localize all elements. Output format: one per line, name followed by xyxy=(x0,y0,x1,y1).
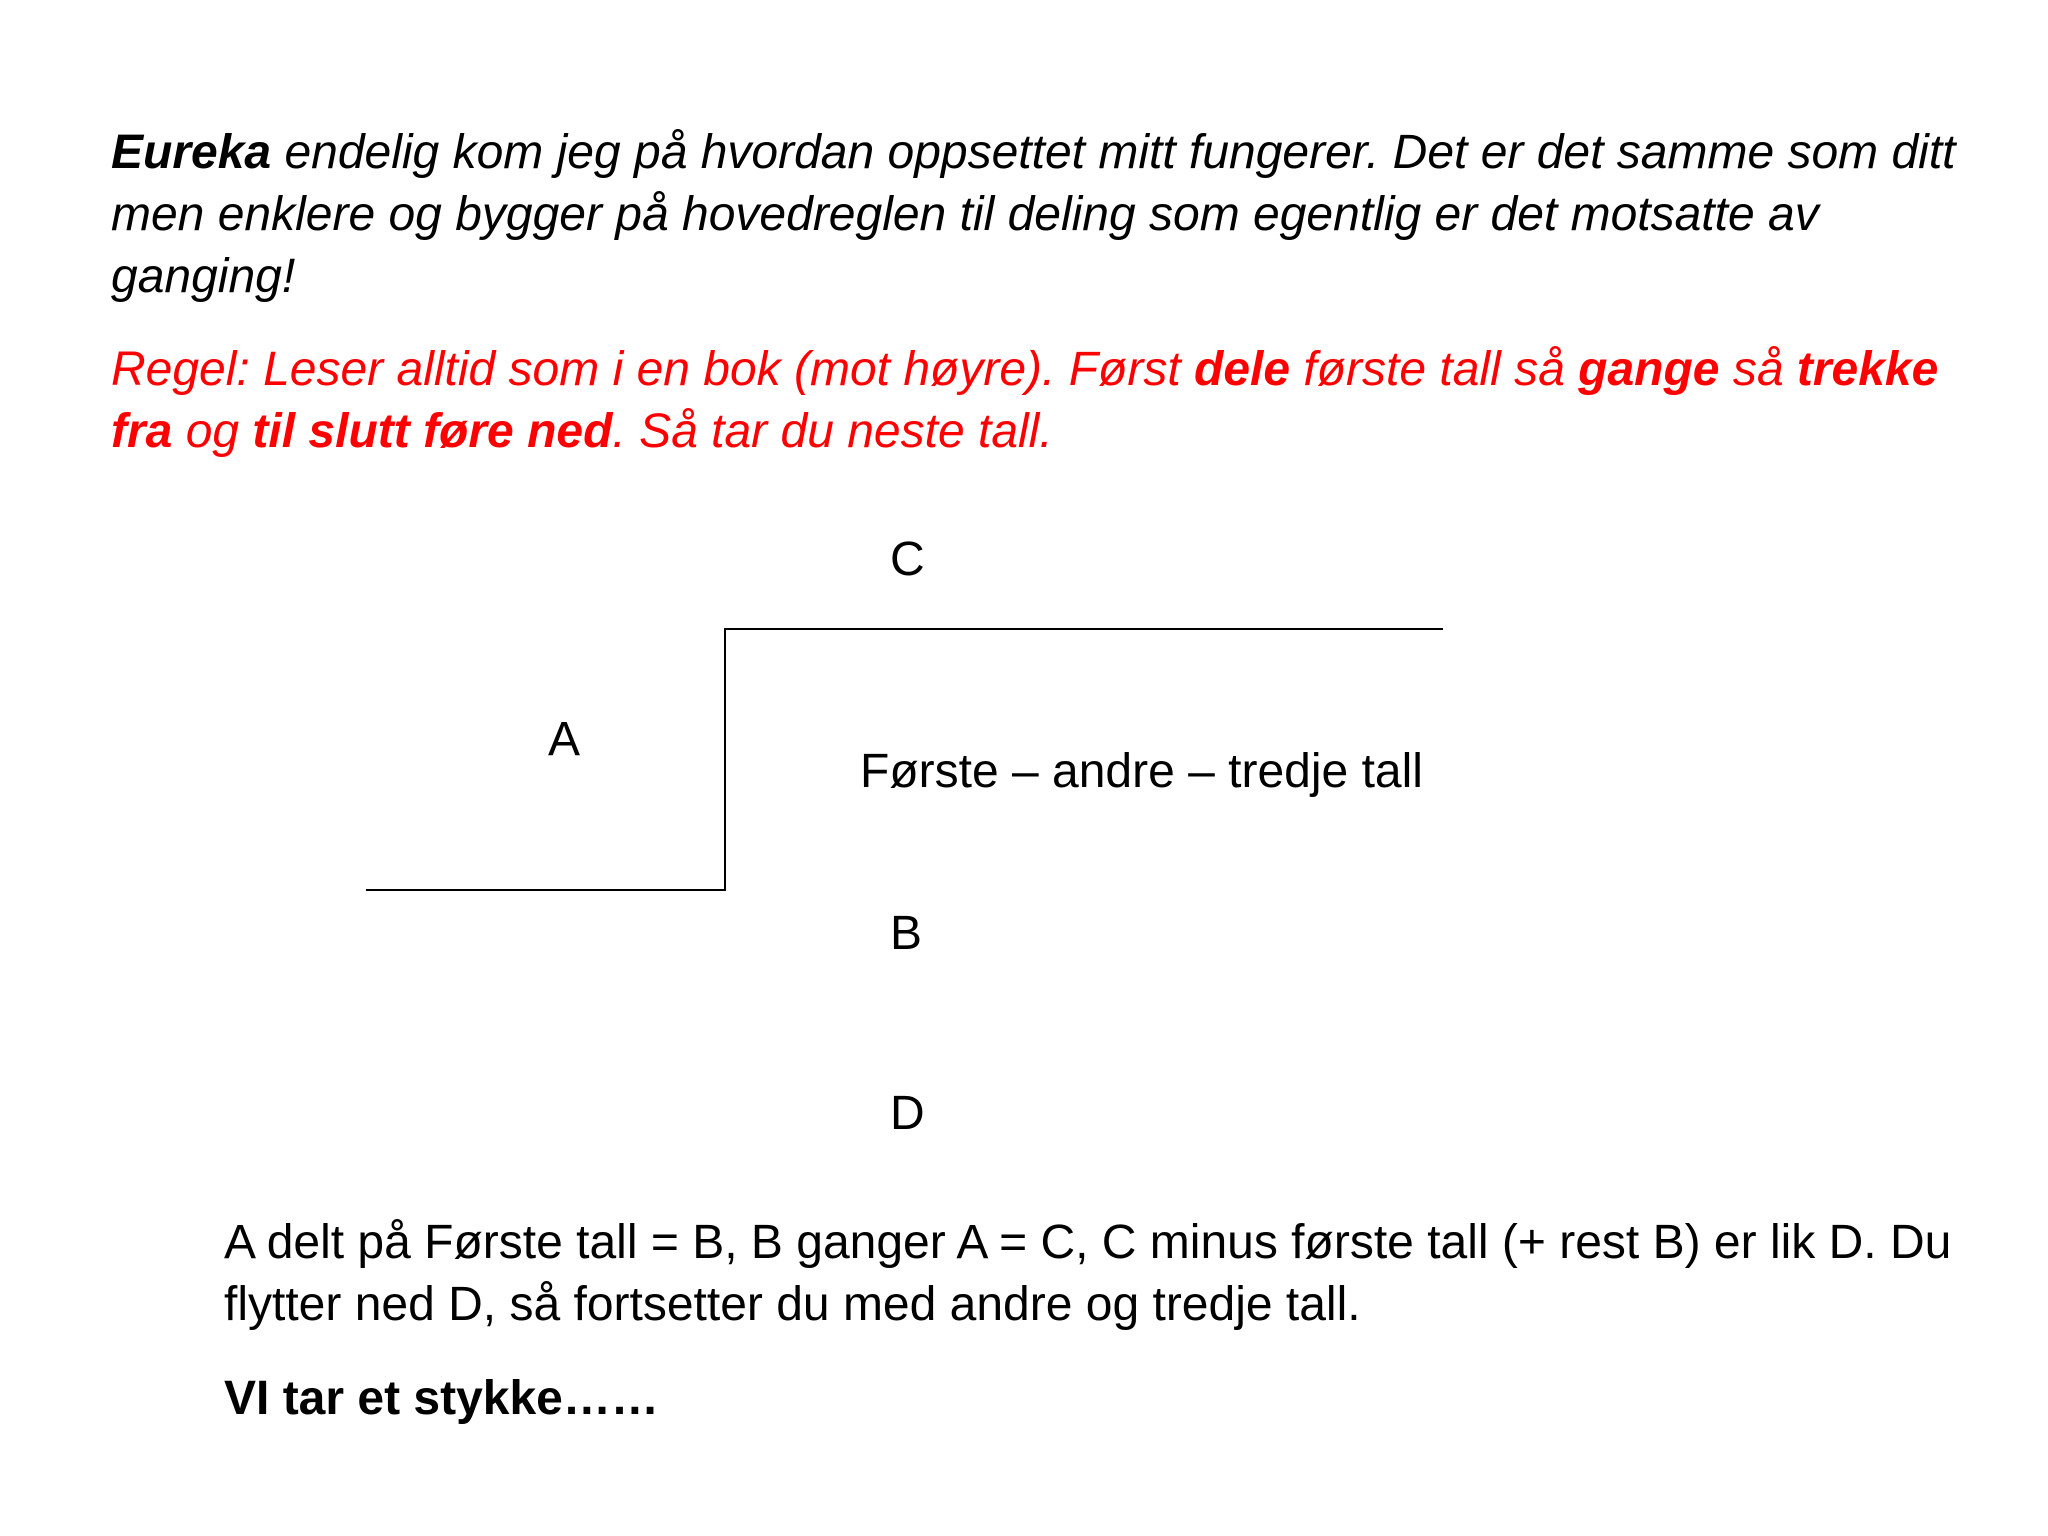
diagram-numbers-label: Første – andre – tredje tall xyxy=(860,745,1423,798)
rule-text-3: så xyxy=(1719,343,1797,396)
closing-line: VI tar et stykke…… xyxy=(224,1372,659,1425)
intro-bold-word: Eureka xyxy=(111,126,272,179)
rule-bold-dele: dele xyxy=(1194,343,1291,396)
rule-bold-trekke-fra: trekke fra xyxy=(111,343,1939,458)
intro-text: endelig kom jeg på hvordan oppsettet mitt fungerer. Det er det samme som ditt men enklere og bygger på hovedreglen til deling som egentlig er det motsatte av ganging! xyxy=(111,126,1956,303)
rule-paragraph xyxy=(111,339,1971,463)
rule-text-2: første tall så xyxy=(1290,343,1579,396)
diagram-vertical-line xyxy=(724,628,726,891)
rule-bold-fore-ned: til slutt føre ned xyxy=(252,405,613,458)
diagram-label-b: B xyxy=(890,907,923,960)
diagram-top-line xyxy=(725,628,1443,630)
rule-text-4: og xyxy=(172,405,253,458)
rule-bold-gange: gange xyxy=(1578,343,1720,396)
diagram-bottom-line xyxy=(366,889,726,891)
explanation-paragraph: A delt på Første tall = B, B ganger A = C, C minus første tall (+ rest B) er lik D. Du flytter ned D, så fortsetter du med andre og tredje tall. xyxy=(224,1216,1952,1331)
rule-text-5: . Så tar du neste tall. xyxy=(612,405,1053,458)
rule-text-1: Regel: Leser alltid som i en bok (mot høyre). Først xyxy=(111,343,1194,396)
diagram-label-c: C xyxy=(890,533,925,586)
diagram-label-a: A xyxy=(548,713,581,766)
diagram-label-d: D xyxy=(890,1087,925,1140)
intro-paragraph xyxy=(111,122,1971,308)
